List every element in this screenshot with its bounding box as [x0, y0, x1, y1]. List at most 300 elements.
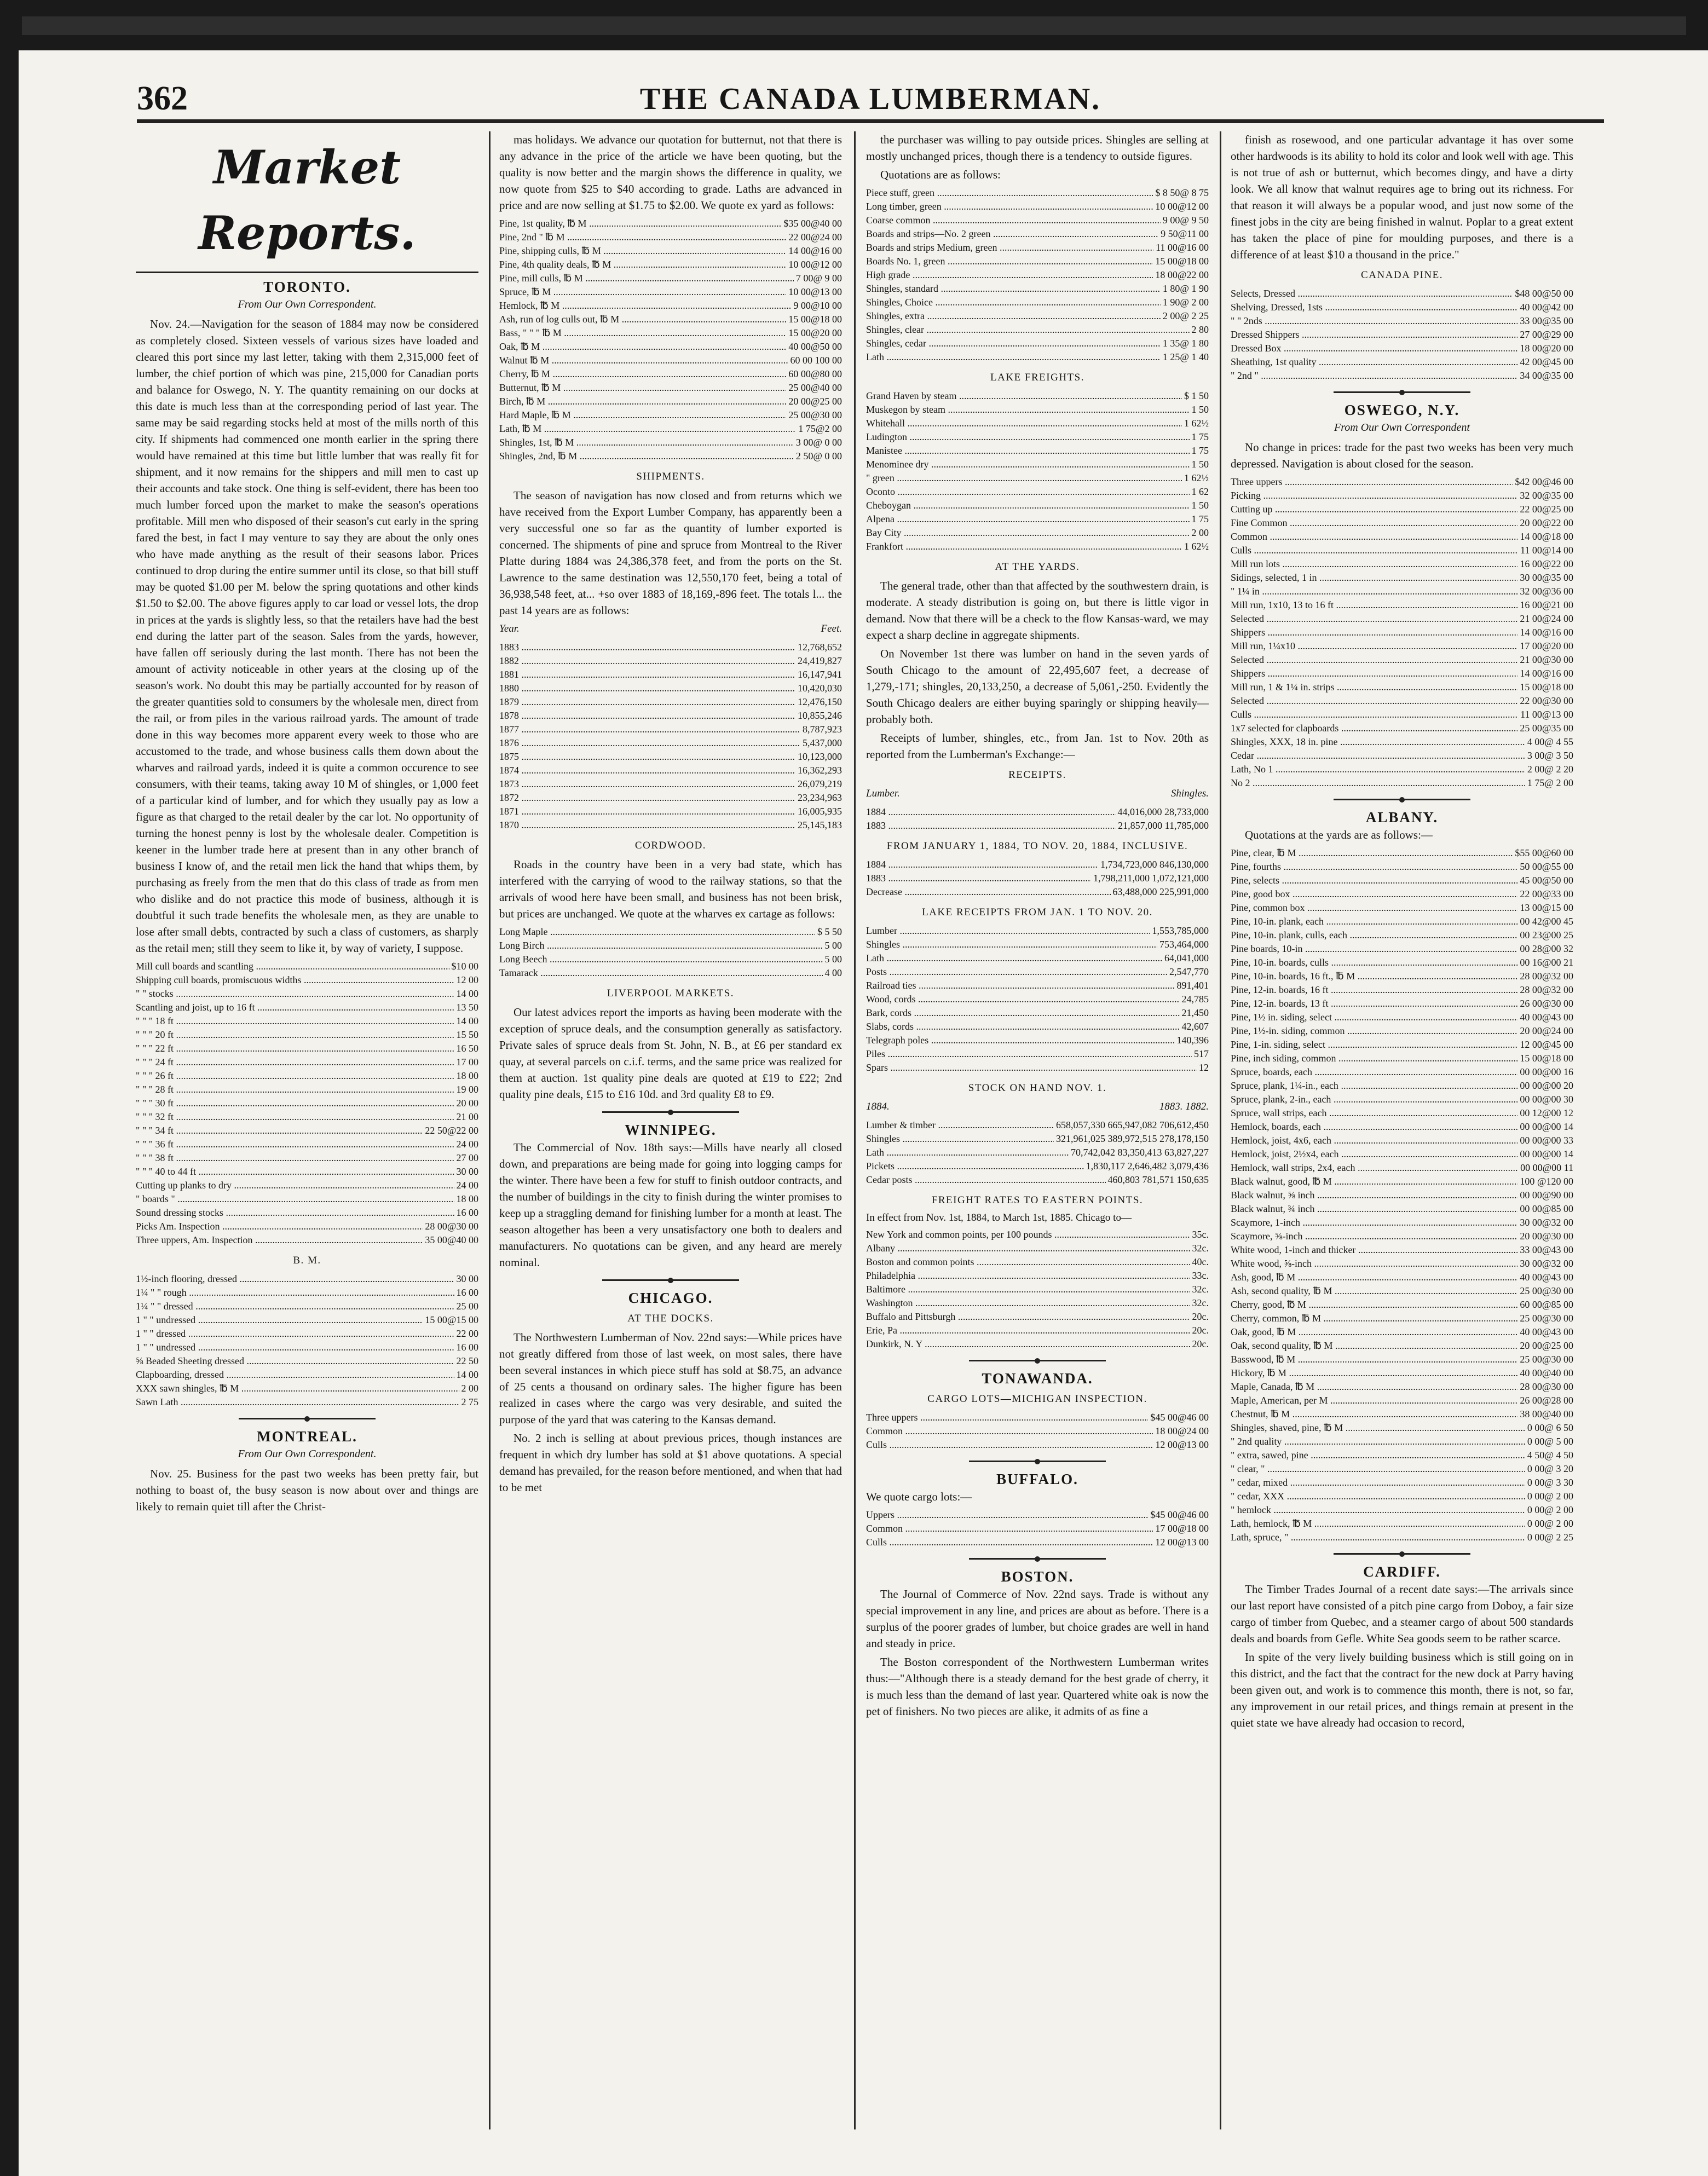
price-row [866, 282, 1209, 296]
caption-right: 1883. 1882. [1159, 1101, 1209, 1112]
price-item: Pine, 10-in. plank, culls, each ..... [1231, 928, 1517, 942]
price-value: 44,016,000 28,733,000 [1117, 806, 1209, 817]
price-row [499, 939, 842, 953]
price-value: 38 00@40 00 [1520, 1409, 1573, 1419]
article-body [499, 1139, 842, 1271]
price-row [1231, 503, 1573, 516]
price-list [499, 925, 842, 980]
price-item: White wood, ⅝-inch ..... [1231, 1257, 1517, 1271]
price-value: 28 00@30 00 [1520, 1381, 1573, 1392]
price-value: 10,123,000 [798, 751, 842, 762]
price-row [866, 1508, 1209, 1522]
price-row [866, 526, 1209, 540]
price-value: 12 00@13 00 [1155, 1439, 1209, 1450]
price-value: 64,041,000 [1164, 953, 1209, 963]
price-value: 0 00@ 6 50 [1527, 1422, 1573, 1433]
price-row [866, 1310, 1209, 1324]
price-value: 25 00@30 00 [1520, 1313, 1573, 1324]
paragraph: Quotations are as follows: [880, 168, 1001, 181]
price-value: $ 5 50 [817, 926, 842, 937]
stock-table [866, 1118, 1209, 1187]
price-item: Lath, No 1 ..... [1231, 763, 1525, 776]
price-value: 14 00 [456, 988, 478, 999]
paragraph: The Boston correspondent of the Northwestern Lumberman writes thus:—"Although there is a steady demand for the best grade of cherry, it is much less than the demand of last year. Quartered white oak is now the pet of finishers. No two pieces are alike, it admits of as fine a [866, 1655, 1209, 1718]
article-body [866, 578, 1209, 763]
price-value: 1 50 [1191, 500, 1209, 511]
lake-receipts-table [866, 924, 1209, 1075]
price-list [866, 1411, 1209, 1452]
price-row [866, 871, 1209, 885]
price-value: 00 23@00 25 [1520, 930, 1573, 940]
article-body [1231, 827, 1573, 843]
page-header [137, 79, 1604, 118]
price-item: Lath, hemlock, ℔ M ..... [1231, 1517, 1525, 1531]
price-row [866, 1006, 1209, 1020]
price-item: Philadelphia ..... [866, 1269, 1190, 1283]
price-item: " " " 22 ft ..... [136, 1042, 454, 1055]
price-value: 22 00 [456, 1328, 478, 1339]
price-row [866, 268, 1209, 282]
price-item: Erie, Pa ..... [866, 1324, 1190, 1337]
price-item: Pine, fourths ..... [1231, 860, 1517, 874]
price-value: 16,362,293 [798, 765, 842, 776]
price-item: Hemlock, boards, each ..... [1231, 1120, 1517, 1134]
price-row [136, 1382, 478, 1395]
price-value: 1 80@ 1 90 [1162, 283, 1209, 294]
price-list [136, 960, 478, 1247]
price-item: " hemlock ..... [1231, 1503, 1525, 1517]
price-value: 8,787,923 [803, 724, 842, 735]
price-item: 1883 ..... [866, 819, 1116, 833]
price-value: 10 00@12 00 [1155, 201, 1209, 212]
subheading: FREIGHT RATES TO EASTERN POINTS. [931, 1194, 1144, 1206]
price-item: " " stocks ..... [136, 987, 454, 1001]
paragraph: Nov. 24.—Navigation for the season of 1884 may now be considered as completely closed. Sixteen vessels of various sizes have loaded and cleared this port since my last letter, taking with them 2,315,000 feet of lumber, the chief portion of which was pine, 215,000 for Canadian ports and balance for Oswego, N. Y. The quantity remaining on our docks at this date is much less than at the corresponding period of last year. The same may be said regarding stocks held at most of the mills north of this city. If shipments had commenced one month earlier in the spring there would have remained at this time but little lumber that was really fit for shipment, and it now remains for the shippers and mill men to cast up their accounts and take stock. One thing is self-evident, there has been too much lumber forced upon the market to make the season's operations profitable. Mill men who disposed of their season's cut early in the spring fared the best, in fact I may venture to say they are about the only ones who have made anything as the result of their seasons labor. Prices continued to drop during the entire summer until its close, so that bill stuff may be quoted $1.00 per M. below the spring quotations and other kinds $1.50 to $2.00. The above figures apply to car load or vessel lots, the drop in prices at the yards is slightly less, so that the retailers have had the best end during the latter part of the season. Sales from the yards, however, have fallen off seriously during the last month. There has not been the amount of activity noticeable in other years at the closing up of the season's work. No doubt this may be partially accounted for by reason of the greater quantities sold to consumers by the wholesale men, direct from the rail, or from piles in the various railroad yards. The amount of trade done in this way becomes more apparent every week to those who are accustomed to the trade, and whose business calls them down about the wharves and railroad yards, indeed it is quite a common occurence to see consumers, with their teams, taking away 10 M of shingles, or 1,000 feet of a particular kind of lumber, and for which they usually pay as low a figure as that charged to the retail dealer by the car lot. No opportunity of turning the honest penny is lost by the wholesale dealer. Competition is keener in the lumber trade here at present than in any other branch of business I know of, and the retail men lick the hand that whips them, by purchasing as freely from the men that do this class of trade as from men who dislike and do not practice this mode of business, although it is doubtful it such trade benefits the wholesale men, as they are unable to lose after small debts, contracted by such a class of customers, as sharply as the retail men; still they seem to like it, by way of variety, I suppose. [136, 318, 478, 955]
price-row [1231, 1421, 1573, 1435]
price-item: Pine, 12-in. boards, 13 ft ..... [1231, 997, 1517, 1011]
section-heading-montreal: MONTREAL. [257, 1428, 357, 1445]
price-item: Cutting up planks to dry ..... [136, 1179, 454, 1192]
price-row [1231, 1380, 1573, 1394]
paragraph: On November 1st there was lumber on hand in the seven yards of South Chicago to the amount of 22,495,607 feet, a decrease of 1,279,-171; shingles, 20,133,250, a decrease of 5,061,-250. Evidently the South Chicago dealers are either buying sparingly or shipping heavily—probably both. [866, 647, 1209, 726]
price-row [1231, 612, 1573, 626]
price-item: 1875 ..... [499, 750, 795, 764]
price-item: " " " 28 ft ..... [136, 1083, 454, 1096]
column-4 [1231, 131, 1573, 2135]
paragraph: In spite of the very lively building business which is still going on in this district, and the fact that the contract for the new dock at Parry having been given out, and work is to commence this month, there is not, so far, any improvement in our retail prices, and things remain at present in the quiet state we have already had occasion to record, [1231, 1650, 1573, 1729]
price-row [1231, 1052, 1573, 1065]
price-item: 1880 ..... [499, 682, 795, 695]
price-row [866, 1411, 1209, 1424]
price-item: XXX sawn shingles, ℔ M ..... [136, 1382, 459, 1395]
price-row [1231, 626, 1573, 639]
price-row [866, 1337, 1209, 1351]
price-row [866, 992, 1209, 1006]
price-row [499, 422, 842, 436]
price-value: 32c. [1192, 1243, 1209, 1254]
price-value: 30 00@35 00 [1520, 572, 1573, 583]
price-row [866, 1061, 1209, 1075]
price-item: Shippers ..... [1231, 626, 1517, 639]
price-row [866, 458, 1209, 471]
price-value: 1 90@ 2 00 [1162, 297, 1209, 308]
price-row [1231, 1257, 1573, 1271]
price-item: Chestnut, ℔ M ..... [1231, 1407, 1517, 1421]
price-value: 00 16@00 21 [1520, 957, 1573, 968]
price-row [1231, 722, 1573, 735]
price-value: 17 00 [456, 1057, 478, 1067]
price-value: 517 [1194, 1048, 1209, 1059]
price-value: 25,145,183 [798, 819, 842, 830]
price-value: 4 00@ 4 55 [1527, 736, 1573, 747]
price-item: Ludington ..... [866, 430, 1190, 444]
price-row [866, 213, 1209, 227]
section-heading-tonawanda: TONAWANDA. [982, 1370, 1093, 1387]
price-item: " cedar, XXX ..... [1231, 1490, 1525, 1503]
price-item: Menominee dry ..... [866, 458, 1190, 471]
price-value: 0 00@ 3 20 [1527, 1463, 1573, 1474]
price-item: Cedar posts ..... [866, 1173, 1106, 1187]
price-row [866, 805, 1209, 819]
price-value: 24 00 [456, 1180, 478, 1191]
price-item: Sheathing, 1st quality ..... [1231, 355, 1517, 369]
price-row [1231, 342, 1573, 355]
price-value: 2 00@ 2 25 [1162, 310, 1209, 321]
price-item: Long Maple ..... [499, 925, 815, 939]
price-item: Pine, 10-in. plank, each ..... [1231, 915, 1517, 928]
section-heading-albany: ALBANY. [1365, 809, 1439, 826]
price-value: 40 00@42 00 [1520, 302, 1573, 313]
price-row [866, 1020, 1209, 1034]
price-item: Lath, ℔ M ..... [499, 422, 796, 436]
price-value: 1 75 [1191, 431, 1209, 442]
price-value: 15 00@18 00 [1155, 256, 1209, 267]
price-row [866, 430, 1209, 444]
price-item: Selected ..... [1231, 653, 1517, 667]
price-item: 1872 ..... [499, 791, 795, 805]
price-value: $35 00@40 00 [783, 218, 842, 229]
price-row [866, 965, 1209, 979]
price-value: 20 00@22 00 [1520, 517, 1573, 528]
price-value: 10,855,246 [798, 710, 842, 721]
price-value: 00 00@00 16 [1520, 1066, 1573, 1077]
price-item: Oak, ℔ M ..... [499, 340, 786, 354]
price-value: 28 00@32 00 [1520, 984, 1573, 995]
price-value: 2 50@ 0 00 [795, 451, 842, 461]
price-value: 22 50@22 00 [425, 1125, 478, 1136]
price-item: Hemlock, joist, 2½x4, each ..... [1231, 1147, 1517, 1161]
header-rule [137, 119, 1604, 123]
price-value: 00 12@00 12 [1520, 1107, 1573, 1118]
price-row [1231, 1024, 1573, 1038]
price-item: 1874 ..... [499, 764, 795, 777]
price-item: Three uppers ..... [1231, 475, 1513, 489]
price-row [866, 1296, 1209, 1310]
section-heading-buffalo: BUFFALO. [996, 1471, 1078, 1487]
price-row [1231, 598, 1573, 612]
column-3 [866, 131, 1209, 2135]
price-item: Cherry, common, ℔ M ..... [1231, 1312, 1517, 1325]
price-item: Picks Am. Inspection ..... [136, 1220, 423, 1233]
price-row [1231, 1065, 1573, 1079]
price-value: 50 00@55 00 [1520, 861, 1573, 872]
price-item: " " " 20 ft ..... [136, 1028, 454, 1042]
price-row [1231, 749, 1573, 763]
price-row [866, 296, 1209, 309]
price-item: " 2nd " ..... [1231, 369, 1517, 383]
price-value: 891,401 [1176, 980, 1209, 991]
price-item: Albany ..... [866, 1242, 1190, 1255]
price-row [136, 1138, 478, 1151]
price-item: Hickory, ℔ M ..... [1231, 1366, 1517, 1380]
price-item: Culls ..... [866, 1536, 1153, 1549]
price-row [1231, 1448, 1573, 1462]
price-value: 30 00@32 00 [1520, 1258, 1573, 1269]
price-value: 15 00@18 00 [788, 314, 842, 325]
price-item: Ash, good, ℔ M ..... [1231, 1271, 1517, 1284]
price-row [1231, 475, 1573, 489]
article-body [136, 316, 478, 956]
price-value: 0 00@ 2 00 [1527, 1504, 1573, 1515]
price-item: Dressed Box ..... [1231, 342, 1517, 355]
price-item: Basswood, ℔ M ..... [1231, 1353, 1517, 1366]
price-value: 20 00@30 00 [1520, 1231, 1573, 1242]
article-body [499, 487, 842, 619]
price-row [1231, 1407, 1573, 1421]
price-item: 1 " " undressed ..... [136, 1313, 423, 1327]
price-row [499, 217, 842, 230]
price-row [1231, 1093, 1573, 1106]
price-value: 16 00@22 00 [1520, 558, 1573, 569]
price-row [136, 1028, 478, 1042]
price-row [499, 709, 842, 723]
price-item: Common ..... [1231, 530, 1517, 544]
price-row [499, 953, 842, 966]
price-row [1231, 1271, 1573, 1284]
price-row [866, 1159, 1209, 1173]
price-row [499, 925, 842, 939]
price-item: 1884 ..... [866, 805, 1116, 819]
price-row [499, 695, 842, 709]
price-value: 22 00@30 00 [1520, 695, 1573, 706]
subheading-receipts: RECEIPTS. [1008, 769, 1066, 781]
price-row [866, 924, 1209, 938]
price-value: 35 00@40 00 [425, 1234, 478, 1245]
price-value: 5 00 [824, 954, 842, 965]
price-row [499, 750, 842, 764]
price-item: 1883 ..... [499, 640, 795, 654]
price-value: $45 00@46 00 [1150, 1509, 1209, 1520]
price-row [1231, 369, 1573, 383]
price-row [1231, 301, 1573, 314]
subheading-liverpool: LIVERPOOL MARKETS. [607, 988, 735, 999]
price-item: Slabs, cords ..... [866, 1020, 1180, 1034]
price-value: 17 00@18 00 [1155, 1523, 1209, 1534]
price-item: Selected ..... [1231, 694, 1517, 708]
price-value: 14 00 [456, 1369, 478, 1380]
section-heading-oswego: OSWEGO, N.Y. [1344, 402, 1460, 418]
price-row [499, 230, 842, 244]
price-row [1231, 1216, 1573, 1230]
ornament-rule [1334, 1553, 1470, 1555]
price-value: 33c. [1192, 1270, 1209, 1281]
price-item: Pine, clear, ℔ M ..... [1231, 846, 1513, 860]
section-heading-chicago: CHICAGO. [628, 1290, 713, 1306]
price-row [866, 1242, 1209, 1255]
price-item: Piles ..... [866, 1047, 1192, 1061]
price-value: 60 00@85 00 [1520, 1299, 1573, 1310]
price-value: 1 62 [1191, 486, 1209, 497]
price-row [136, 1042, 478, 1055]
price-row [1231, 846, 1573, 860]
price-item: Pine, 1st quality, ℔ M ..... [499, 217, 781, 230]
price-row [866, 858, 1209, 871]
price-row [499, 408, 842, 422]
price-row [866, 186, 1209, 200]
price-item: Shingles ..... [866, 1132, 1054, 1146]
column-divider [489, 131, 491, 2129]
price-value: 60 00@80 00 [788, 368, 842, 379]
price-value: 23,234,963 [798, 792, 842, 803]
price-row [1231, 680, 1573, 694]
price-row [1231, 694, 1573, 708]
price-item: Spruce, boards, each ..... [1231, 1065, 1517, 1079]
price-item: Telegraph poles ..... [866, 1034, 1175, 1047]
price-item: Butternut, ℔ M ..... [499, 381, 786, 395]
ornament-rule [969, 1558, 1106, 1560]
price-value: 0 00@ 2 00 [1527, 1491, 1573, 1502]
price-row [136, 1220, 478, 1233]
price-row [499, 244, 842, 258]
price-item: Shippers ..... [1231, 667, 1517, 680]
price-row [499, 654, 842, 668]
price-item: ⅝ Beaded Sheeting dressed ..... [136, 1354, 454, 1368]
caption-right: Feet. [821, 623, 842, 634]
price-item: Lath ..... [866, 1146, 1069, 1159]
price-row [499, 313, 842, 326]
price-item: Maple, American, per M ..... [1231, 1394, 1517, 1407]
price-row [866, 1034, 1209, 1047]
freight-table [866, 1228, 1209, 1351]
price-value: 25 00 [456, 1301, 478, 1312]
price-row [866, 1438, 1209, 1452]
price-value: 22 00@24 00 [788, 232, 842, 243]
price-item: Pine, 10-in. boards, 16 ft., ℔ M ..... [1231, 969, 1517, 983]
price-value: 0 00@ 3 30 [1527, 1477, 1573, 1488]
article-body [499, 131, 842, 213]
price-item: Selects, Dressed ..... [1231, 287, 1513, 301]
price-row [136, 1083, 478, 1096]
price-item: High grade ..... [866, 268, 1153, 282]
price-value: 27 00 [456, 1152, 478, 1163]
price-item: Oak, second quality, ℔ M ..... [1231, 1339, 1517, 1353]
price-row [136, 1014, 478, 1028]
price-item: Hemlock, joist, 4x6, each ..... [1231, 1134, 1517, 1147]
price-value: 40 00@43 00 [1520, 1272, 1573, 1283]
price-item: Lumber & timber ..... [866, 1118, 1054, 1132]
price-value: 12,768,652 [798, 642, 842, 653]
price-list [136, 1272, 478, 1409]
price-value: 15 50 [456, 1029, 478, 1040]
price-row [866, 885, 1209, 899]
price-list [499, 217, 842, 463]
price-item: Hemlock, ℔ M ..... [499, 299, 791, 313]
price-row [499, 449, 842, 463]
price-value: 26 00@30 00 [1520, 998, 1573, 1009]
price-item: Scantling and joist, up to 16 ft ..... [136, 1001, 454, 1014]
price-row [866, 1047, 1209, 1061]
subheading: LAKE RECEIPTS FROM JAN. 1 TO NOV. 20. [922, 907, 1153, 918]
price-item: Mill run lots ..... [1231, 557, 1517, 571]
price-value: 34 00@35 00 [1520, 370, 1573, 381]
price-value: 16,147,941 [798, 669, 842, 680]
price-item: Pine, inch siding, common ..... [1231, 1052, 1517, 1065]
price-row [866, 350, 1209, 364]
paragraph: The season of navigation has now closed and from returns which we have received from the Export Lumber Company, has apparently been a very successful one so far as the quantity of lumber exported is concerned. The shipments of pine and spruce from Montreal to the River Platte during 1884 was 24,386,378 feet, and from the ports on the St. Lawrence to the same destination was 12,550,170 feet, being a total of 36,938,548 feet, at... +so over 1883 of 18,169,-896 feet. The totals l... the past 14 years are as follows: [499, 489, 842, 617]
price-value: 30 00 [456, 1273, 478, 1284]
price-item: Bark, cords ..... [866, 1006, 1180, 1020]
price-row [866, 1173, 1209, 1187]
price-value: 1,553,785,000 [1152, 925, 1209, 936]
article-body [499, 1329, 842, 1496]
paragraph: finish as rosewood, and one particular advantage it has over some other hardwoods is its ability to hold its color and look well with age. This is not true of ash or butternut, which becomes dingy, and have a dirty look. We all know that walnut requires age to bring out its richness. For that reason it will always be a popular wood, and just now some of the finest jobs in the city are being finished in walnut. Poplar to a great extent has taken the place of pine for moulding purposes, and there is a difference of at least $10 a thousand in the price." [1231, 133, 1573, 261]
ornament-rule [239, 1418, 376, 1419]
price-item: Pine boards, 10-in ..... [1231, 942, 1517, 956]
price-item: Shingles, extra ..... [866, 309, 1161, 323]
price-value: 1 62½ [1184, 472, 1209, 483]
price-row [866, 512, 1209, 526]
price-value: 1 35@ 1 80 [1162, 338, 1209, 349]
price-item: " " " 40 to 44 ft ..... [136, 1165, 454, 1179]
price-row [866, 241, 1209, 255]
price-item: Common ..... [866, 1522, 1153, 1536]
price-value: 753,464,000 [1159, 939, 1209, 950]
price-item: Culls ..... [1231, 544, 1518, 557]
price-row [1231, 287, 1573, 301]
price-item: Boards and strips—No. 2 green ..... [866, 227, 1158, 241]
price-item: Shingles, XXX, 18 in. pine ..... [1231, 735, 1525, 749]
price-item: Culls ..... [866, 1438, 1153, 1452]
price-row [1231, 571, 1573, 585]
price-list [1231, 846, 1573, 1544]
price-row [1231, 1394, 1573, 1407]
price-item: " " " 34 ft ..... [136, 1124, 423, 1138]
price-row [866, 1283, 1209, 1296]
price-value: 1 50 [1191, 459, 1209, 470]
price-row [1231, 969, 1573, 983]
price-row [866, 979, 1209, 992]
price-value: 12 00@45 00 [1520, 1039, 1573, 1050]
price-value: 16,005,935 [798, 806, 842, 817]
price-item: Tamarack ..... [499, 966, 823, 980]
ornament-rule [602, 1279, 739, 1281]
price-row [866, 337, 1209, 350]
price-item: Lath, spruce, " ..... [1231, 1531, 1525, 1544]
newspaper-title: THE CANADA LUMBERMAN. [639, 82, 1101, 116]
price-item: Boston and common points ..... [866, 1255, 1190, 1269]
price-row [136, 1001, 478, 1014]
price-value: 16 00@21 00 [1520, 599, 1573, 610]
price-row [1231, 653, 1573, 667]
price-row [136, 1151, 478, 1165]
price-value: 33 00@43 00 [1520, 1244, 1573, 1255]
subheading-lake-freights: LAKE FREIGHTS. [990, 372, 1084, 383]
price-row [866, 417, 1209, 430]
subheading-canada-pine: CANADA PINE. [1361, 269, 1443, 281]
price-row [1231, 776, 1573, 790]
price-row [1231, 544, 1573, 557]
price-row [1231, 763, 1573, 776]
